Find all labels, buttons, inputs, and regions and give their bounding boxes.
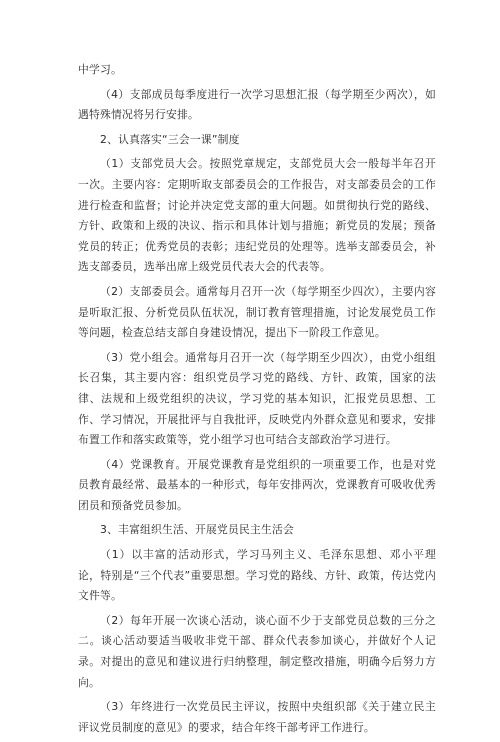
paragraph-committee-meeting: （2）支部委员会。通常每月召开一次（每学期至少四次），主要内容是听取汇报、分析党员队伍状况，制订教育管理措施，讨论发展党员工作等问题，检查总结支部自身建设情况，提出下一阶段工作意见。 bbox=[78, 284, 436, 340]
section-heading-organization-life: 3、丰富组织生活、开展党员民主生活会 bbox=[100, 523, 295, 537]
paragraph-party-lecture: （4）党课教育。开展党课教育是党组织的一项重要工作，也是对党员教育最经常、最基本的一种形式，每年安排两次，党课教育可吸收优秀团员和预备党员参加。 bbox=[78, 457, 436, 512]
document-body bbox=[78, 60, 436, 742]
section-heading-meetings: 2、认真落实“三会一课”制度 bbox=[100, 132, 240, 146]
paragraph-report-schedule: （4）支部成员每季度进行一次学习思想汇报（每学期至少两次），如遇特殊情况将另行安排。 bbox=[78, 87, 436, 122]
paragraph-heart-talks: （2）每年开展一次谈心活动，谈心面不少于支部党员总数的三分之二。谈心活动要适当吸收非党干部、群众代表参加谈心，并做好个人记录。对提出的意见和建议进行归纳整理，制定整改措施，明确今后努力方向。 bbox=[78, 613, 436, 689]
paragraph-group-meeting: （3）党小组会。通常每月召开一次（每学期至少四次），由党小组组长召集，其主要内容：组织党员学习党的路线、方针、政策，国家的法律、法规和上级党组织的决议，学习党的基本知识，汇报党员思想、工作、学习情况，开展批评与自我批评，反映党内外群众意见和要求，安排布置工作和落实政策等，党小组学习也可结合支部政治学习进行。 bbox=[78, 350, 436, 447]
paragraph-continuation: 中学习。 bbox=[78, 63, 122, 76]
paragraph-activities: （1）以丰富的活动形式，学习马列主义、毛泽东思想、邓小平理论，特别是“三个代表”重要思想。学习党的路线、方针、政策，传达党内文件等。 bbox=[78, 548, 436, 603]
paragraph-general-assembly: （1）支部党员大会。按照党章规定，支部党员大会一般每半年召开一次。主要内容：定期听取支部委员会的工作报告，对支部委员会的工作进行检查和监督；讨论并决定党支部的重大问题。如贯彻执行党的路线、方针、政策和上级的决议、指示和具体计划与措施；新党员的发展；预备党员的转正；优秀党员的表彰；违纪党员的处理等。选举支部委员会，补选支部委员，选举出席上级党员代表大会的代表等。 bbox=[78, 157, 436, 274]
paragraph-annual-evaluation: （3）年终进行一次党员民主评议，按照中央组织部《关于建立民主评议党员制度的意见》的要求，结合年终干部考评工作进行。 bbox=[78, 700, 436, 734]
